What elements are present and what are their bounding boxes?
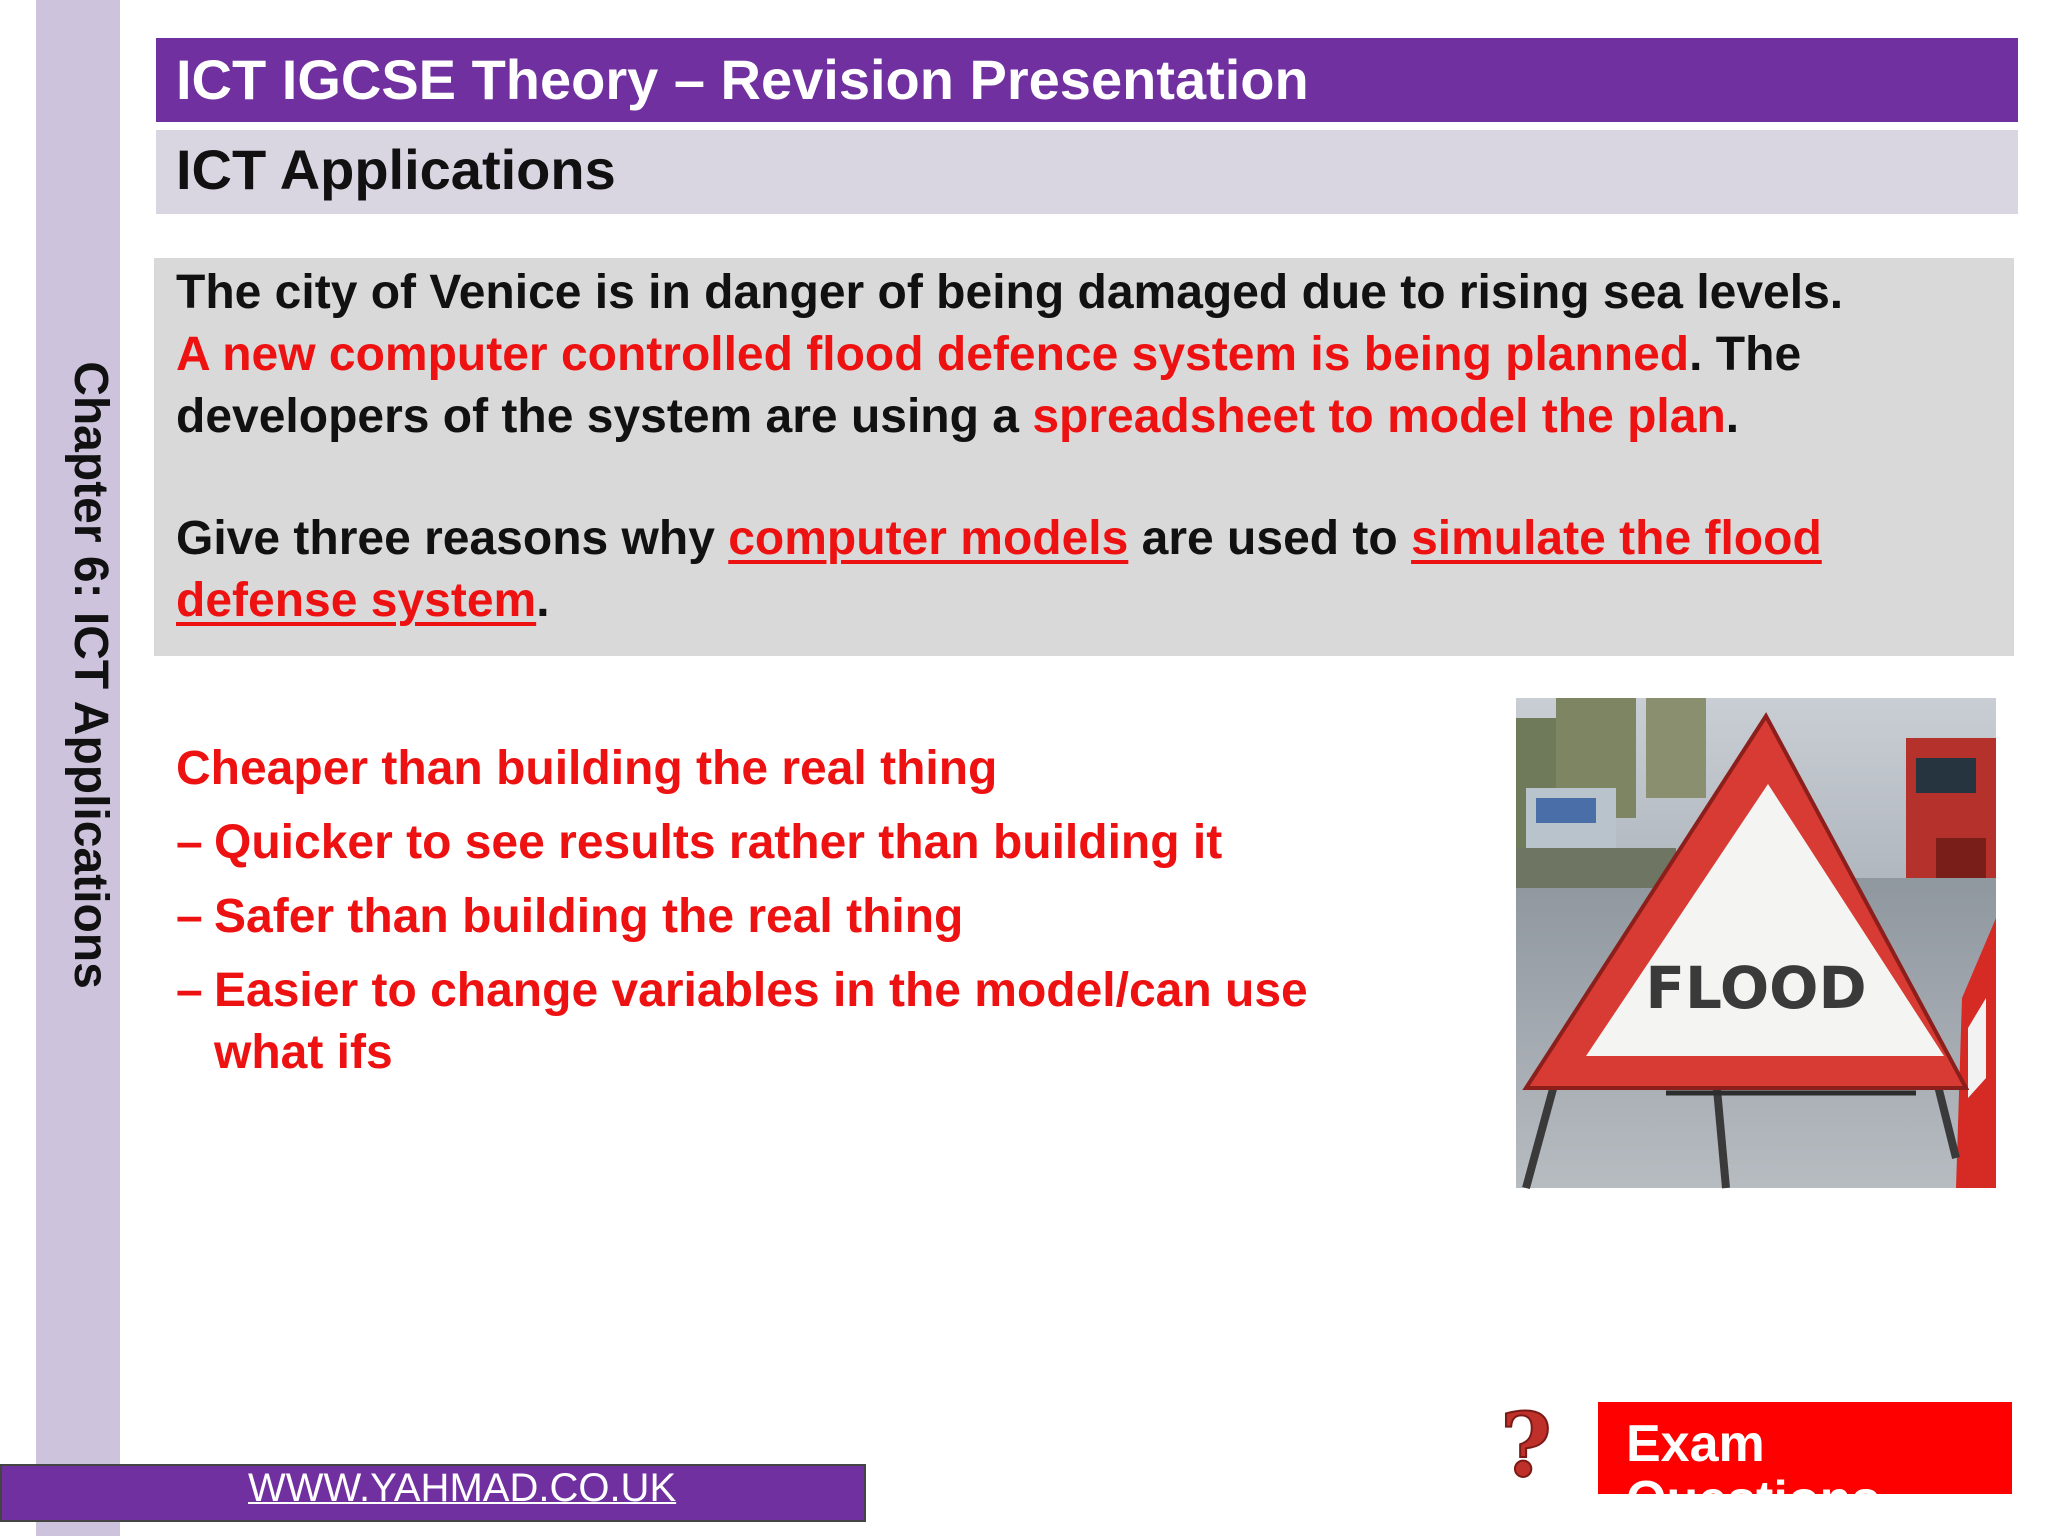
question-text-segment: are used to (1128, 512, 1412, 565)
highlight-text: computer models (728, 512, 1129, 565)
exam-questions-button[interactable]: Exam Questions (1598, 1402, 2012, 1494)
answer-item (176, 812, 1406, 874)
dash-bullet: – (176, 890, 203, 943)
highlight-text: simulate the flood defense system (176, 512, 1822, 627)
question-text-segment: . (536, 574, 550, 627)
sign-text: FLOOD (1645, 954, 1867, 1022)
slide-title: ICT IGCSE Theory – Revision Presentation (156, 38, 2018, 122)
question-text-segment: Give three reasons why (176, 512, 729, 565)
dash-bullet: – (176, 964, 203, 1017)
question-text-segment: . (1725, 390, 1740, 443)
answer-text: Easier to change variables in the model/can use what ifs (214, 964, 1308, 1079)
question-mark-icon (1494, 1393, 1558, 1497)
question-text-segment: The city of Venice is in danger of being damaged due to rising sea levels. (176, 266, 1844, 319)
answer-text: Quicker to see results rather than building it (214, 816, 1223, 869)
highlight-text: A new computer controlled flood defence system is being planned (176, 328, 1690, 381)
question-prompt (176, 508, 1876, 632)
answer-item (176, 886, 1406, 948)
answer-list (176, 738, 1406, 1096)
flood-sign-illustration (1516, 698, 1996, 1188)
slide-subtitle: ICT Applications (156, 130, 2018, 214)
flood-sign-photo (1516, 698, 1996, 1188)
answer-text: Safer than building the real thing (214, 890, 964, 943)
paragraph-gap (176, 448, 1876, 508)
svg-text:?: ? (1500, 1393, 1552, 1497)
highlight-text: spreadsheet to model the plan (1032, 390, 1726, 443)
answer-heading: Cheaper than building the real thing (176, 742, 998, 795)
website-link[interactable]: WWW.YAHMAD.CO.UK (248, 1466, 677, 1510)
chapter-label: Chapter 6: ICT Applications (64, 361, 117, 989)
question-paragraph (176, 262, 1876, 448)
footer-bar (0, 1464, 866, 1522)
dash-bullet: – (176, 816, 203, 869)
question-text-segment: . The developers of the system are using a (176, 328, 1802, 443)
answer-item (176, 960, 1406, 1084)
question-text (176, 262, 1876, 632)
